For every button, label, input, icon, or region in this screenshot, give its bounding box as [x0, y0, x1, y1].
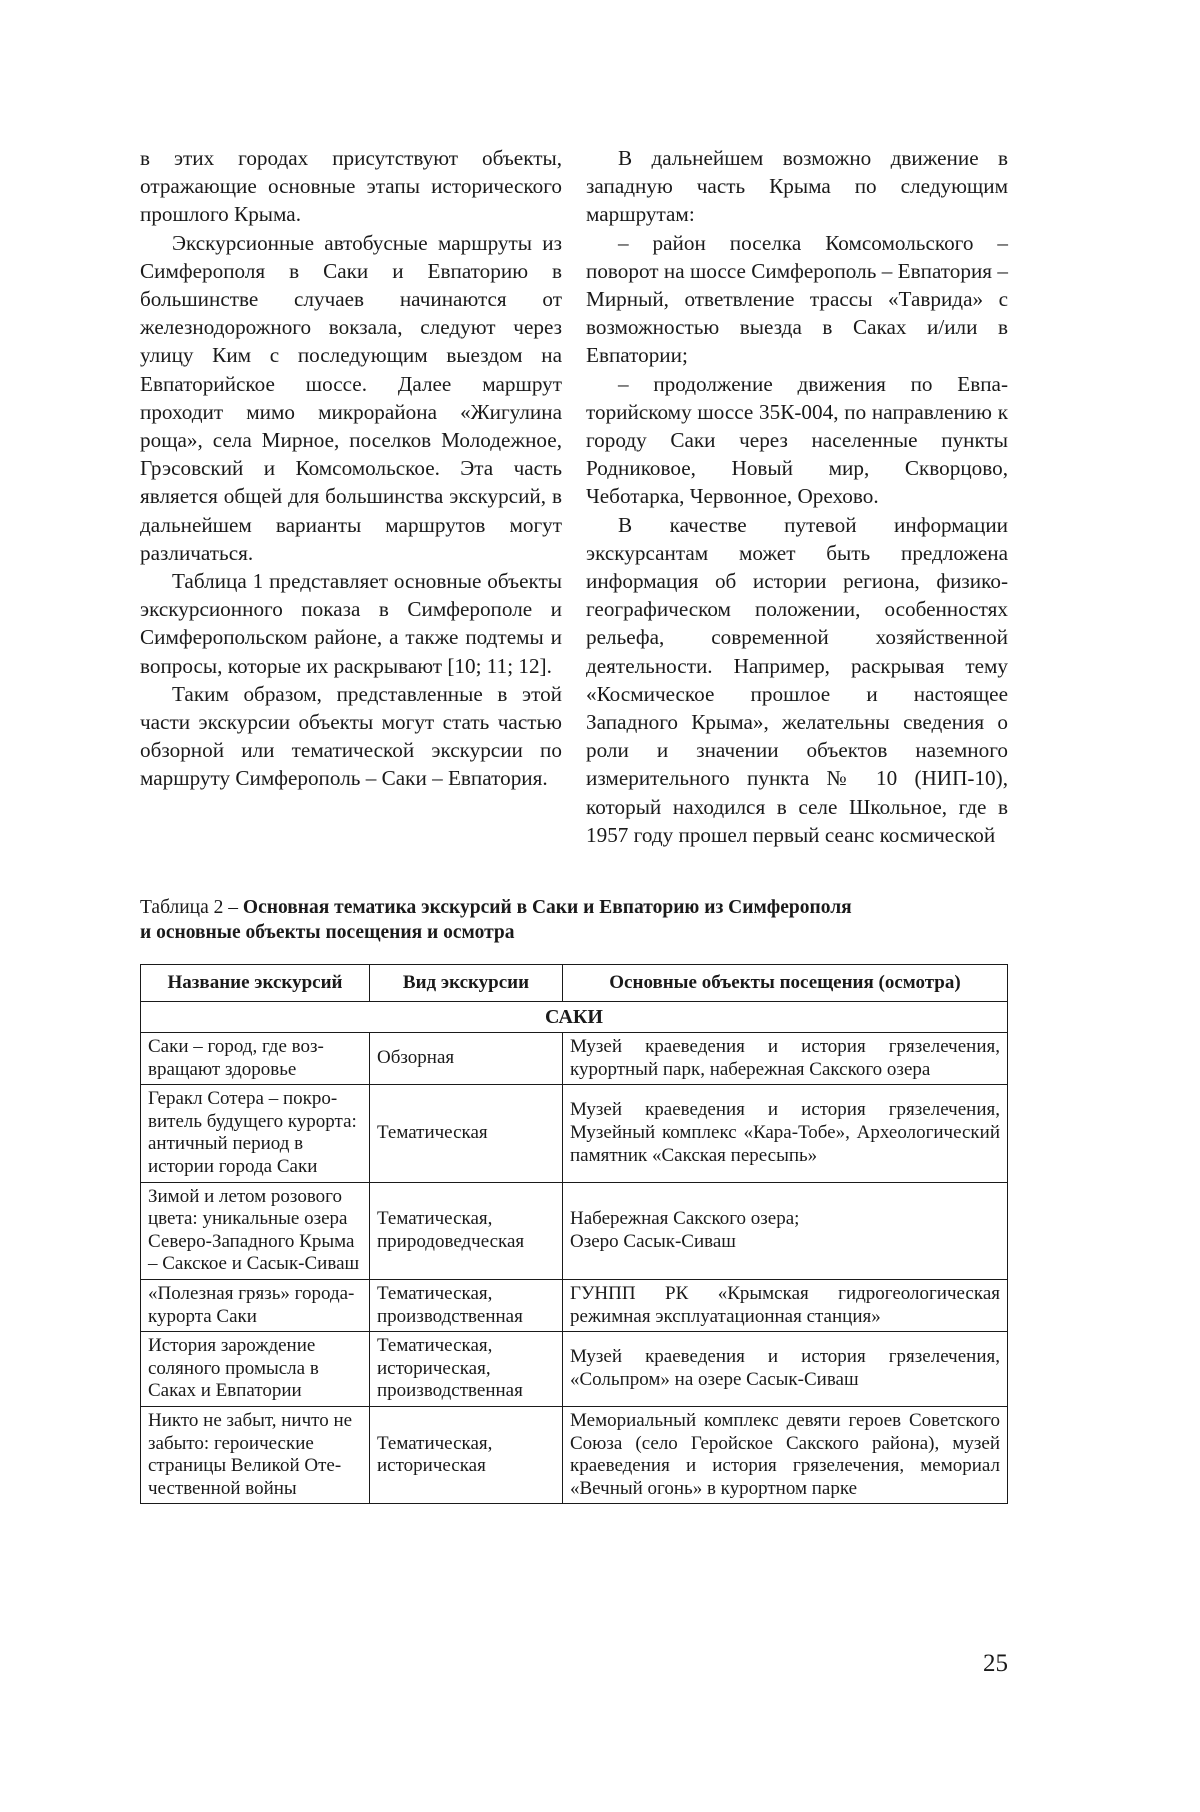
table-row [141, 1033, 1008, 1085]
excursion-type-cell: Тематическая [370, 1085, 563, 1182]
main-objects-cell: Мемориальный комплекс девяти героев Советского Союза (село Геройское Сакского района), музей краеведения и история грязелечения, мемориал «Вечный огонь» в курортном парке [563, 1406, 1008, 1503]
main-objects-cell: Музей краеведения и история грязелечения, курортный парк, набережная Сакского озера [563, 1033, 1008, 1085]
page-number: 25 [983, 1650, 1008, 1677]
excursion-name-cell: «Полезная грязь» города-курорта Саки [141, 1279, 370, 1331]
excursion-name-cell: История зарождение соляного промысла в Саках и Евпатории [141, 1332, 370, 1407]
left-column-paragraph: Экскурсионные автобусные маршруты из Симферополя в Саки и Евпаторию в большинстве случаев начинаются от железнодорожного вокзала, следуют через улицу Ким с последующим выездом на Евпаторийское шоссе. Далее маршрут проходит мимо микрорайона «Жигулина роща», села Мирное, поселков Молодежное, Грэсовский и Комсомольское. Эта часть является общей для большинства экскурсий, в дальнейшем варианты маршрутов могут различаться. [140, 230, 562, 565]
excursion-type-cell: Обзорная [370, 1033, 563, 1085]
left-column-paragraph: Таблица 1 представляет основные объекты экскурсионного показа в Симферополе и Симферопольском районе, а также подтемы и вопросы, которые их раскрывают [10; 11; 12]. [140, 569, 562, 678]
excursions-table [140, 964, 1008, 1504]
excursion-name-cell: Никто не забыт, ничто не забыто: героические страницы Великой Отечественной войны [141, 1406, 370, 1503]
left-column-paragraph: в этих городах присутствуют объекты, отражающие основные этапы исторического прошлого Крыма. [140, 146, 562, 227]
two-column-text [140, 144, 1008, 884]
excursion-type-cell: Тематическая, историческая, производственная [370, 1332, 563, 1407]
caption-title-line2: и основные объекты посещения и осмотра [140, 922, 515, 943]
excursion-type-cell: Тематическая, природоведческая [370, 1182, 563, 1279]
table-row [141, 1332, 1008, 1407]
table-row [141, 1406, 1008, 1503]
table-header-row [141, 965, 1008, 1002]
left-column [140, 144, 562, 884]
right-column [586, 144, 1008, 884]
table-row [141, 1085, 1008, 1182]
excursion-name-cell: Геракл Сотера – покровитель будущего курорта: античный период в истории города Саки [141, 1085, 370, 1182]
header-main-objects: Основные объекты посещения (осмотра) [563, 965, 1008, 1002]
right-column-paragraph: – район поселка Комсомольского – поворот на шоссе Симферополь – Евпатория – Мирный, ответвление трассы «Таврида» с возможностью выезда в Саках и/или в Евпатории; [586, 230, 1008, 368]
main-objects-cell: Музей краеведения и история грязелечения, «Сольпром» на озере Сасык-Сиваш [563, 1332, 1008, 1407]
excursion-type-cell: Тематическая, производственная [370, 1279, 563, 1331]
right-column-paragraph: – продолжение движения по Евпаторийскому шоссе 35К-004, по направлению к городу Саки через населенные пункты Родниковое, Новый мир, Скворцово, Чеботарка, Червонное, Орехово. [586, 371, 1008, 509]
right-column-paragraph: В качестве путевой информации экскурсантам может быть предложена информация об истории региона, физико-географическом положении, особенностях рельефа, современной хозяйственной деятельности. Например, раскрывая тему «Космическое прошлое и настоящее Западного Крыма», желательны сведения о роли и значении объектов наземного измерительного пункта № 10 (НИП-10), который находился в селе Школьное, где в 1957 году прошел первый сеанс космической [586, 512, 1008, 847]
table-row [141, 1182, 1008, 1279]
main-objects-cell: ГУНПП РК «Крымская гидрогеологическая режимная эксплуатационная станция» [563, 1279, 1008, 1331]
excursion-type-cell: Тематическая, историческая [370, 1406, 563, 1503]
header-excursion-name: Название экскурсий [141, 965, 370, 1002]
right-column-paragraph: В дальнейшем возможно движение в западную часть Крыма по следующим маршрутам: [586, 146, 1008, 227]
main-objects-cell: Музей краеведения и история грязелечения, Музейный комплекс «Кара-Тобе», Археологический памятник «Сакская пересыпь» [563, 1085, 1008, 1182]
table-section-row [141, 1002, 1008, 1033]
main-objects-cell: Набережная Сакского озера; Озеро Сасык-Сиваш [563, 1182, 1008, 1279]
section-saki: САКИ [141, 1002, 1008, 1033]
excursion-name-cell: Саки – город, где возвращают здоровье [141, 1033, 370, 1085]
header-excursion-type: Вид экскурсии [370, 965, 563, 1002]
caption-title-line1: Основная тематика экскурсий в Саки и Евпаторию из Симферополя [242, 897, 852, 918]
caption-prefix: Таблица 2 – [140, 897, 243, 918]
excursion-name-cell: Зимой и летом розового цвета: уникальные озера Северо-Западного Крыма – Сакское и Сасык-Сиваш [141, 1182, 370, 1279]
table-row [141, 1279, 1008, 1331]
table-caption [140, 895, 1008, 945]
left-column-paragraph: Таким образом, представленные в этой части экскурсии объекты могут стать частью обзорной или тематической экскурсии по маршруту Симферополь – Саки – Евпатория. [140, 681, 562, 791]
